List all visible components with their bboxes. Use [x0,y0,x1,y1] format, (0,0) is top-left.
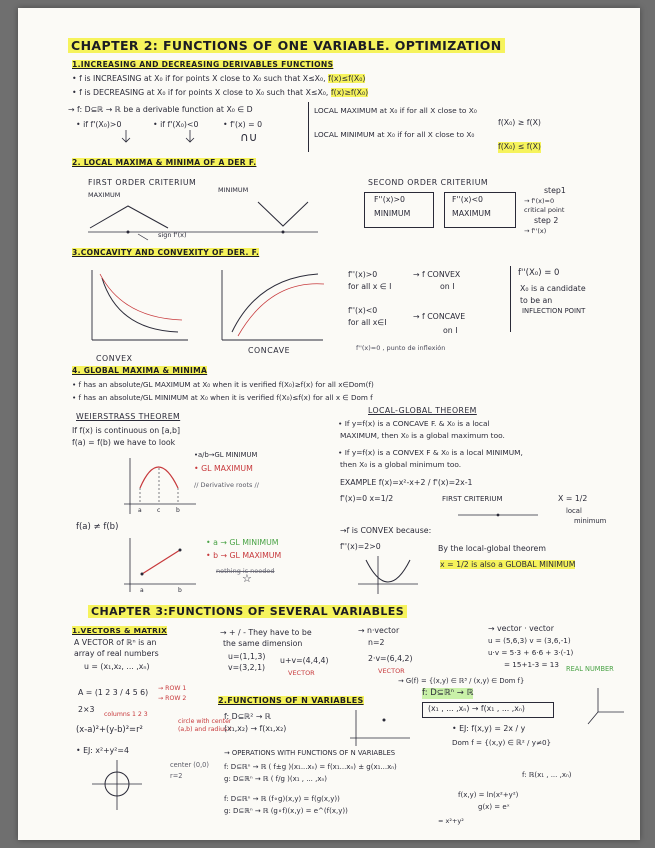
matrix-dim: 2×3 [78,705,95,714]
vec-ex3: u+v=(4,4,4) [280,656,329,665]
inflection-d: INFLECTION POINT [522,307,586,315]
nvec-title: → n·vector [358,626,400,635]
3d-axes-sketch [588,688,628,728]
vec-plus: → + / - They have to be [220,628,312,637]
op-fx: f: ℝ(x₁ , ... ,xₙ) [522,771,572,779]
example-fn-dom: Dom f = {(x,y) ∈ ℝ² / y≠0} [452,738,552,747]
inflection-c: to be an [520,296,553,305]
weierstrass-c: •a/b→GL MINIMUM [194,451,258,459]
vec-plus-b: the same dimension [223,639,303,648]
fn-vars: (x₁ , ... ,xₙ) → f(x₁ , ... ,xₙ) [428,704,525,713]
weierstrass-e: // Derivative roots // [194,481,259,489]
example-a: EXAMPLE f(x)=x²-x+2 / f'(x)=2x-1 [340,478,473,487]
example-b: f'(x)=0 x=1/2 [340,494,394,503]
local-global-title: LOCAL-GLOBAL THEOREM [368,406,477,415]
op3: f(x,y) = ln(x²+y²) [458,791,519,799]
example-graph [358,556,418,596]
step2-label: step 2 [534,216,559,225]
inflection-a: f''(X₀) = 0 [518,268,560,278]
op1b: g: D⊆ℝⁿ → ℝ ( f/g )(x₁ , ... ,xₙ) [224,775,328,783]
ne-min: • a → GL MINIMUM [206,538,279,547]
concave-graph [218,270,328,350]
ne-max: • b → GL MAXIMUM [206,551,282,560]
sign-label: sign f'(x) [158,231,187,239]
minimum-label: MINIMUM [218,186,249,194]
example-j: x = 1/2 is also a GLOBAL MINIMUM [440,560,576,569]
step1-detail-b: critical point [524,206,565,214]
notebook-page [18,8,640,840]
weierstrass-d: • GL MAXIMUM [194,464,253,473]
f2-vars: (x₁,x₂) → f(x₁,x₂) [224,724,287,733]
first-order-sketch [88,198,318,248]
circle-example: • EJ: x²+y²=4 [76,746,129,755]
matrix-columns: columns 1 2 3 [104,711,148,718]
circle-example-note: center (0,0) r=2 [170,761,209,780]
increasing-line: • f is INCREASING at X₀ if for points X close to X₀ such that X≤X₀, f(x)≤f(X₀) [72,74,366,83]
convex-label: CONVEX [96,354,133,363]
example-fn: • EJ: f(x,y) = 2x / y [452,724,526,733]
ch3-section-2-heading: 2.FUNCTIONS OF N VARIABLES [218,696,364,705]
matrix: A = (1 2 3 / 4 5 6) [78,688,149,697]
step1-label: step1 [544,186,566,195]
nu-arrows: ∩∪ [240,130,258,144]
derivative-arrows [124,128,144,148]
example-c: FIRST CRITERIUM [442,495,503,503]
local-extrema-bracket [308,102,310,152]
vec-ex2: v=(3,2,1) [228,663,266,672]
rule2-result: → f CONCAVE [413,312,466,321]
ch3-section-1-heading: 1.VECTORS & MATRIX [72,626,168,635]
inflection-bracket [510,266,512,332]
convex-graph [88,270,188,350]
circle-note: circle with center (a,b) and radius r [178,718,232,733]
box-min-bottom: MINIMUM [374,209,411,218]
rule2-cond: f''(x)<0 [348,306,378,315]
weierstrass-graph [118,448,198,518]
nvec-n: n=2 [368,638,385,647]
global-max-line: • f has an absolute/GL MAXIMUM at X₀ when it is verified f(X₀)≥f(x) for all x∈Dom(f) [72,380,374,389]
step1-detail-a: → f'(x)=0 [524,197,555,205]
op2b: g: D⊆ℝⁿ → ℝ (g∘f)(x,y) = e^(f(x,y)) [224,807,348,815]
lg1b: MAXIMUM, then X₀ is a global maximum too. [340,431,505,440]
vv-3: = 15+1-3 = 13 [504,660,559,669]
section-3-heading: 3.CONCAVITY AND CONVEXITY OF DER. F. [72,248,260,257]
lg2b: then X₀ is a global minimum too. [340,460,462,469]
inflection-b: X₀ is a candidate [520,284,586,293]
rule1-result: → f CONVEX [413,270,461,279]
lg2a: • If y=f(x) is a CONVEX F & X₀ is a local MINIMUM, [338,448,523,457]
concave-label: CONCAVE [248,346,291,355]
svg-text:a: a [140,587,144,594]
example-i: By the local-global theorem [438,544,546,553]
operations-title: → OPERATIONS WITH FUNCTIONS OF N VARIABLES [224,749,396,757]
matrix-row2: → ROW 2 [158,695,187,702]
real-number-tag: REAL NUMBER [566,665,614,673]
first-order-label: FIRST ORDER CRITERIUM [88,178,197,187]
matrix-row1: → ROW 1 [158,685,187,692]
derivable-line: → f: D⊆ℝ → ℝ be a derivable function at X₀ ∈ D [68,105,253,114]
local-minimum-cond: f(X₀) ≤ f(X) [498,142,541,151]
weierstrass-title: WEIERSTRASS THEOREM [76,412,181,421]
vv-1: u = (5,6,3) v = (3,6,-1) [488,636,571,645]
weierstrass-a: If f(x) is continuous on [a,b] [72,426,180,435]
box-min-top: F''(x)>0 [374,195,405,204]
svg-text:b: b [178,587,182,594]
vec-def-3: u = (x₁,x₂, ... ,xₙ) [84,662,150,671]
circle-sketch [92,760,142,810]
star-icon: ☆ [242,572,252,585]
svg-text:b: b [176,507,180,514]
maximum-label: MAXIMUM [88,191,121,199]
box-max-bottom: MAXIMUM [452,209,491,218]
vector-tag-1: VECTOR [288,669,315,677]
nvec-v: 2·v=(6,4,2) [368,654,413,663]
rule1-on: on I [440,282,455,291]
op2: f: D⊆ℝⁿ → ℝ (f∘g)(x,y) = f(g(x,y)) [224,795,340,803]
lg1a: • If y=f(x) is a CONCAVE F. & X₀ is a local [338,419,490,428]
section-2-heading: 2. LOCAL MAXIMA & MINIMA OF A DER F. [72,158,257,167]
section-1-heading: 1.INCREASING AND DECREASING DERIVABLES FUNCTIONS [72,60,334,69]
condition-zero: • f'(x) = 0 [223,120,263,129]
example-g: →f is CONVEX because: [340,526,432,535]
svg-text:a: a [138,507,142,514]
example-d: X = 1/2 [558,494,588,503]
op3c: = x²+y² [438,817,464,825]
condition-negative: • if f'(X₀)<0 [153,120,199,129]
f2-sketch [344,708,414,748]
section-4-heading: 4. GLOBAL MAXIMA & MINIMA [72,366,208,375]
decreasing-line: • f is DECREASING at X₀ if for points X close to X₀ such that X≤X₀, f(x)≥f(X₀) [72,88,369,97]
vec-ex1: u=(1,1,3) [228,652,266,661]
inflection-note: f''(x)=0 , punto de inflexión [356,344,446,352]
vec-def-1: A VECTOR of ℝⁿ is an [74,638,157,647]
chapter-2-title: CHAPTER 2: FUNCTIONS OF ONE VARIABLE. OPTIMIZATION [68,38,505,53]
step2-detail: → f''(x) [524,227,547,235]
rule1-domain: for all x ∈ I [348,282,392,291]
rule2-on: on I [443,326,458,335]
vv-2: u·v = 5·3 + 6·6 + 3·(-1) [488,648,574,657]
sign-chart [458,508,538,522]
second-order-label: SECOND ORDER CRITERIUM [368,178,489,187]
example-e: local [566,507,582,515]
chapter-3-title: CHAPTER 3:FUNCTIONS OF SEVERAL VARIABLES [88,605,407,618]
fn-def: f: D⊆ℝⁿ → ℝ [422,688,474,698]
example-h: f''(x)=2>0 [340,542,381,551]
op3b: g(x) = eˣ [478,803,510,811]
local-maximum-cond: f(X₀) ≥ f(X) [498,118,541,127]
vector-tag-2: VECTOR [378,667,405,675]
box-max-top: F''(x)<0 [452,195,483,204]
op1: f: D⊆ℝⁿ → ℝ ( f±g )(x₁...xₙ) = f(x₁...xₙ) ± g(x₁...xₙ) [224,763,397,771]
circle-eq: (x-a)²+(y-b)²=r² [76,724,143,734]
rule2-domain: for all x∈I [348,318,387,327]
local-maximum-line: LOCAL MAXIMUM at X₀ if for all X close to X₀ [314,106,477,115]
global-min-line: • f has an absolute/GL MINIMUM at X₀ when it is verified f(X₀)≤f(x) for all x ∈ Dom f [72,393,373,402]
local-minimum-line: LOCAL MINIMUM at X₀ if for all X close to X₀ [314,130,475,139]
fa-ne-fb: f(a) ≠ f(b) [76,522,119,532]
arrow-down-2 [188,128,208,148]
vv-title: → vector · vector [488,624,554,633]
svg-text:c: c [157,507,161,514]
fa-ne-graph [118,536,198,596]
graph-def: → G(f) = {(x,y) ∈ ℝ³ / (x,y) ∈ Dom f} [398,677,525,685]
vec-def-2: array of real numbers [74,649,159,658]
example-f: minimum [574,517,607,525]
weierstrass-b: f(a) = f(b) we have to look [72,438,176,447]
rule1-cond: f''(x)>0 [348,270,378,279]
f2-def: f: D⊆ℝ² → ℝ [224,712,272,721]
ne-note: nothing is needed [216,567,275,575]
condition-positive: • if f'(X₀)>0 [76,120,122,129]
